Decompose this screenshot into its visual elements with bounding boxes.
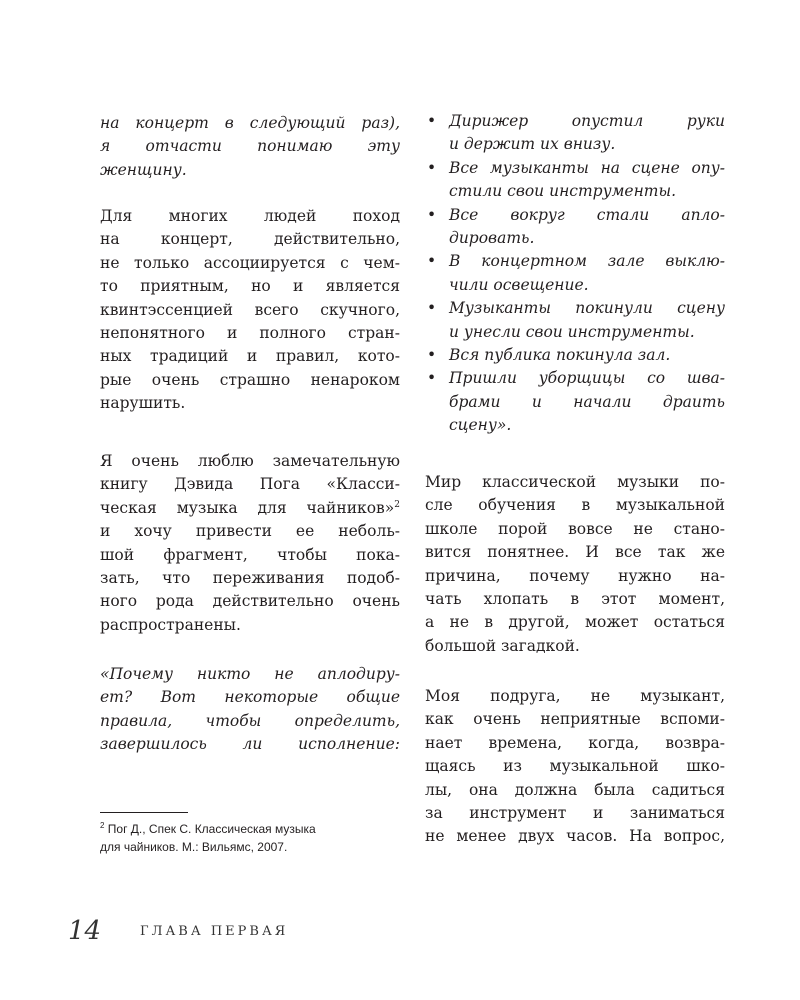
text-line-content: нарушить.	[100, 394, 186, 413]
text-line	[100, 733, 400, 756]
bullet-item	[425, 367, 725, 437]
paragraph-2	[100, 205, 400, 416]
text-line	[425, 588, 725, 611]
text-line	[100, 497, 400, 520]
text-line-content: вится понятнее. И все так же	[425, 543, 725, 562]
bullet-line: Все вокруг стали апло-	[449, 205, 725, 224]
text-line	[425, 541, 725, 564]
text-line	[425, 635, 725, 658]
text-line-content: квинтэссенцией всего скучного,	[100, 300, 400, 319]
text-line-content: нает времена, когда, возвра-	[425, 733, 725, 752]
text-line	[100, 275, 400, 298]
bullet-line: сцену».	[449, 416, 512, 435]
text-line	[100, 369, 400, 392]
text-line	[100, 567, 400, 590]
text-line	[100, 544, 400, 567]
text-line	[100, 663, 400, 686]
text-line-content: как очень неприятные вспоми-	[425, 710, 725, 729]
text-line	[100, 520, 400, 543]
bullet-line: и унесли свои инструменты.	[449, 322, 695, 341]
text-line	[100, 228, 400, 251]
text-line-content: не только ассоциируется с чем-	[100, 253, 400, 272]
text-line	[100, 205, 400, 228]
bullet-item	[425, 344, 725, 367]
text-line	[100, 345, 400, 368]
text-line	[100, 322, 400, 345]
bullet-icon: •	[427, 252, 437, 271]
bullet-line: Дирижер опустил руки	[449, 112, 725, 130]
text-line	[425, 708, 725, 731]
bullet-line: брами и начали драить	[449, 392, 725, 411]
bullet-item	[425, 110, 725, 157]
bullet-line: В концертном зале выклю-	[449, 252, 725, 271]
text-line	[100, 450, 400, 473]
bullet-icon: •	[427, 346, 437, 365]
paragraph-5	[425, 471, 725, 658]
text-line	[425, 732, 725, 755]
text-line	[425, 565, 725, 588]
bullet-icon: •	[427, 158, 437, 177]
bullet-item	[425, 297, 725, 344]
text-line-content: ческая музыка для чайников»	[100, 498, 395, 517]
text-line	[425, 755, 725, 778]
bullet-line: Пришли уборщицы со шва-	[449, 369, 725, 388]
quote-paragraph	[100, 663, 400, 757]
text-line-content: шой фрагмент, чтобы пока-	[100, 545, 400, 564]
text-line-content: лы, она должна была садиться	[425, 780, 725, 799]
text-line-content: чать хлопать в этот момент,	[425, 590, 725, 609]
text-line-content: распространены.	[100, 615, 241, 634]
page-number: 14	[68, 916, 102, 946]
text-line	[425, 494, 725, 517]
text-line	[100, 112, 400, 135]
text-line-content: ет? Вот некоторые общие	[100, 688, 400, 707]
bullet-line: чили освещение.	[449, 275, 589, 294]
text-line-content: я отчасти понимаю эту	[100, 137, 400, 156]
bullet-line: стили свои инструменты.	[449, 182, 677, 201]
text-line	[100, 710, 400, 733]
text-line	[100, 135, 400, 158]
text-line-content: ного рода действительно очень	[100, 592, 400, 611]
text-line	[100, 473, 400, 496]
text-line	[425, 779, 725, 802]
text-line-content: непонятного и полного стран-	[100, 324, 400, 343]
footnote-number: 2	[100, 821, 105, 830]
text-line	[100, 686, 400, 709]
bullet-icon: •	[427, 299, 437, 318]
text-line-content: завершилось ли исполнение:	[100, 735, 400, 754]
text-line-content: Моя подруга, не музыкант,	[425, 687, 725, 705]
paragraph-3	[100, 450, 400, 637]
bullet-line: Вся публика покинула зал.	[449, 346, 671, 365]
text-line	[425, 611, 725, 634]
text-line-content: за инструмент и заниматься	[425, 804, 725, 823]
text-line-content: а не в другой, может остаться	[425, 613, 725, 632]
text-line	[100, 252, 400, 275]
bullet-line: Музыканты покинули сцену	[449, 299, 725, 318]
text-line	[100, 299, 400, 322]
bullet-line: Все музыканты на сцене опу-	[449, 158, 725, 177]
text-line-content: «Почему никто не аплодиру-	[100, 665, 400, 683]
text-line-content: Я очень люблю замечательную	[100, 452, 400, 470]
text-line	[425, 825, 725, 848]
text-line	[425, 518, 725, 541]
text-line-content: то приятным, но и является	[100, 277, 400, 296]
text-line	[100, 590, 400, 613]
bullet-item	[425, 250, 725, 297]
paragraph-1	[100, 112, 400, 182]
text-line-content: женщину.	[100, 160, 187, 179]
text-line	[100, 392, 400, 415]
text-line-content: на концерт в следующий раз),	[100, 114, 400, 132]
text-line-content: ных традиций и правил, кото-	[100, 347, 400, 366]
chapter-title: ГЛАВА ПЕРВАЯ	[140, 924, 289, 939]
bullet-icon: •	[427, 205, 437, 224]
paragraph-6	[425, 685, 725, 849]
bullet-icon: •	[427, 112, 437, 130]
text-line-content: Для многих людей поход	[100, 207, 400, 225]
text-line	[100, 614, 400, 637]
footnote-line: Пог Д., Спек С. Классическая музыка	[107, 822, 316, 836]
text-line-content: причина, почему нужно на-	[425, 566, 725, 585]
bullet-list	[425, 110, 725, 438]
text-line-content: не менее двух часов. На вопрос,	[425, 827, 725, 846]
text-line	[425, 685, 725, 708]
text-line-content: зать, что переживания подоб-	[100, 569, 400, 588]
text-line-content: рые очень страшно ненароком	[100, 370, 400, 389]
text-line-content: щаясь из музыкальной шко-	[425, 757, 725, 776]
text-line-content: книгу Дэвида Пога «Класси-	[100, 475, 400, 494]
text-line-content: Мир классической музыки по-	[425, 473, 725, 491]
text-line-content: правила, чтобы определить,	[100, 711, 400, 730]
text-line	[425, 471, 725, 494]
text-line-content: сле обучения в музыкальной	[425, 496, 725, 515]
text-line-content: и хочу привести ее неболь-	[100, 522, 400, 541]
text-line-content: школе порой вовсе не стано-	[425, 519, 725, 538]
footnote-divider	[100, 812, 188, 813]
bullet-line: дировать.	[449, 229, 535, 248]
text-line-content: большой загадкой.	[425, 636, 580, 655]
text-line	[425, 802, 725, 825]
footnote-line: для чайников. М.: Вильямс, 2007.	[100, 840, 288, 854]
bullet-item	[425, 157, 725, 204]
footnote-reference: 2	[394, 499, 400, 510]
text-line-content: на концерт, действительно,	[100, 230, 400, 249]
text-line	[100, 159, 400, 182]
bullet-line: и держит их внизу.	[449, 135, 616, 154]
bullet-icon: •	[427, 369, 437, 388]
footnote	[100, 820, 400, 856]
bullet-item	[425, 204, 725, 251]
